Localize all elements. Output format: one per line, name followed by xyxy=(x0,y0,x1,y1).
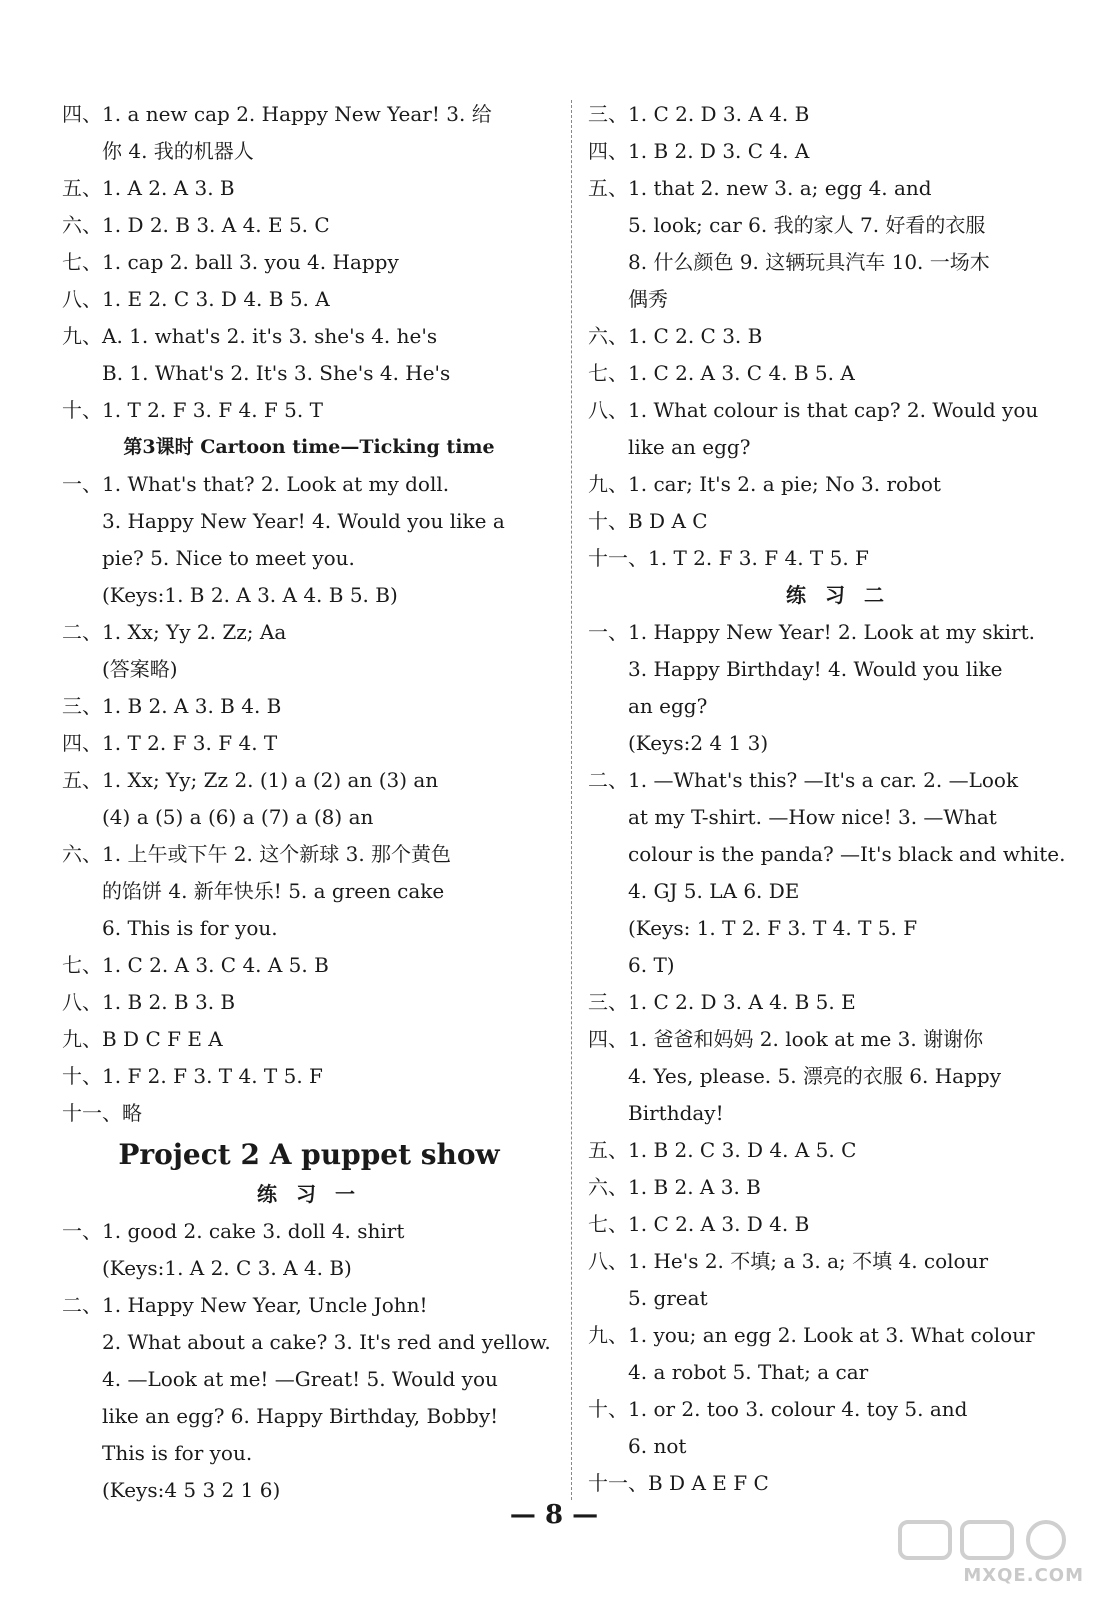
answer-line: 十一、略 xyxy=(62,1101,142,1125)
answer-line: 六、1. 上午或下午 2. 这个新球 3. 那个黄色 xyxy=(62,842,452,866)
answer-line: 十、1. F 2. F 3. T 4. T 5. F xyxy=(62,1064,323,1088)
answer-line: 三、1. C 2. D 3. A 4. B xyxy=(588,102,810,126)
answer-line: like an egg? 6. Happy Birthday, Bobby! xyxy=(102,1404,499,1428)
watermark-text: MXQE.COM xyxy=(963,1565,1084,1586)
answer-line: 五、1. Xx; Yy; Zz 2. (1) a (2) an (3) an xyxy=(62,768,439,792)
answer-line: 你 4. 我的机器人 xyxy=(102,139,254,163)
answer-line: 二、1. Happy New Year, Uncle John! xyxy=(62,1293,428,1317)
column-divider xyxy=(571,100,572,1500)
answer-line: 三、1. C 2. D 3. A 4. B 5. E xyxy=(588,990,856,1014)
answer-line: 8. 什么颜色 9. 这辆玩具汽车 10. 一场木 xyxy=(628,250,990,274)
answer-line: 一、1. What's that? 2. Look at my doll. xyxy=(62,472,450,496)
answer-line: (Keys:1. A 2. C 3. A 4. B) xyxy=(102,1256,352,1280)
answer-line: Birthday! xyxy=(628,1101,724,1125)
answer-line: 四、1. B 2. D 3. C 4. A xyxy=(588,139,810,163)
answer-line: 五、1. A 2. A 3. B xyxy=(62,176,235,200)
section-heading: 练 习 一 xyxy=(257,1182,361,1206)
answer-line: like an egg? xyxy=(628,435,751,459)
answer-line: an egg? xyxy=(628,694,708,718)
answer-line: 六、1. B 2. A 3. B xyxy=(588,1175,761,1199)
answer-line: 3. Happy New Year! 4. Would you like a xyxy=(102,509,505,533)
answer-line: 八、1. E 2. C 3. D 4. B 5. A xyxy=(62,287,330,311)
answer-line: 八、1. He's 2. 不填; a 3. a; 不填 4. colour xyxy=(588,1249,989,1273)
right-column xyxy=(588,96,1088,1502)
answer-line: 四、1. a new cap 2. Happy New Year! 3. 给 xyxy=(62,102,492,126)
answer-line: 一、1. Happy New Year! 2. Look at my skirt. xyxy=(588,620,1036,644)
answer-line: 4. —Look at me! —Great! 5. Would you xyxy=(102,1367,498,1391)
answer-line: 九、1. you; an egg 2. Look at 3. What colour xyxy=(588,1323,1035,1347)
answer-line: 九、A. 1. what's 2. it's 3. she's 4. he's xyxy=(62,324,438,348)
answer-line: 二、1. —What's this? —It's a car. 2. —Look xyxy=(588,768,1019,792)
answer-line: 二、1. Xx; Yy 2. Zz; Aa xyxy=(62,620,287,644)
answer-line: (Keys:1. B 2. A 3. A 4. B 5. B) xyxy=(102,583,398,607)
answer-line: 十一、1. T 2. F 3. F 4. T 5. F xyxy=(588,546,869,570)
answer-line: 七、1. C 2. A 3. C 4. A 5. B xyxy=(62,953,329,977)
answer-line: 七、1. cap 2. ball 3. you 4. Happy xyxy=(62,250,399,274)
answer-line: (Keys:2 4 1 3) xyxy=(628,731,769,755)
answer-line: 十、1. or 2. too 3. colour 4. toy 5. and xyxy=(588,1397,968,1421)
answer-line: 十一、B D A E F C xyxy=(588,1471,769,1495)
answer-line: 4. a robot 5. That; a car xyxy=(628,1360,869,1384)
answer-line: (Keys: 1. T 2. F 3. T 4. T 5. F xyxy=(628,916,918,940)
answer-line: 七、1. C 2. A 3. D 4. B xyxy=(588,1212,810,1236)
answer-line: at my T-shirt. —How nice! 3. —What xyxy=(628,805,997,829)
answer-line: 十、B D A C xyxy=(588,509,708,533)
answer-line: 6. This is for you. xyxy=(102,916,278,940)
answer-line: 的馅饼 4. 新年快乐! 5. a green cake xyxy=(102,879,445,903)
answer-site-logo-icon xyxy=(894,1516,1084,1562)
section-heading: 练 习 二 xyxy=(786,583,890,607)
answer-line: 5. great xyxy=(628,1286,708,1310)
answer-line: 四、1. T 2. F 3. F 4. T xyxy=(62,731,278,755)
answer-line: 八、1. B 2. B 3. B xyxy=(62,990,236,1014)
page-number: — 8 — xyxy=(509,1500,599,1530)
answer-line: 4. Yes, please. 5. 漂亮的衣服 6. Happy xyxy=(628,1064,1001,1088)
answer-line: 六、1. C 2. C 3. B xyxy=(588,324,763,348)
answer-line: 九、1. car; It's 2. a pie; No 3. robot xyxy=(588,472,941,496)
answer-line: 3. Happy Birthday! 4. Would you like xyxy=(628,657,1003,681)
answer-line: 八、1. What colour is that cap? 2. Would you xyxy=(588,398,1039,422)
answer-line: 6. T) xyxy=(628,953,675,977)
answer-line: 五、1. that 2. new 3. a; egg 4. and xyxy=(588,176,932,200)
answer-line: 五、1. B 2. C 3. D 4. A 5. C xyxy=(588,1138,857,1162)
answer-line: 十、1. T 2. F 3. F 4. F 5. T xyxy=(62,398,323,422)
project-heading: Project 2 A puppet show xyxy=(118,1138,500,1171)
answer-line: 2. What about a cake? 3. It's red and yellow. xyxy=(102,1330,551,1354)
watermark xyxy=(890,1516,1090,1586)
answer-line: 4. GJ 5. LA 6. DE xyxy=(628,879,800,903)
answer-line: pie? 5. Nice to meet you. xyxy=(102,546,355,570)
answer-line: (答案略) xyxy=(102,657,178,681)
answer-line: 一、1. good 2. cake 3. doll 4. shirt xyxy=(62,1219,405,1243)
answer-line: 偶秀 xyxy=(628,287,668,311)
answer-line: B. 1. What's 2. It's 3. She's 4. He's xyxy=(102,361,451,385)
answer-line: 三、1. B 2. A 3. B 4. B xyxy=(62,694,282,718)
answer-line: 九、B D C F E A xyxy=(62,1027,223,1051)
answer-line: (Keys:4 5 3 2 1 6) xyxy=(102,1478,281,1502)
left-column xyxy=(62,96,556,1509)
answer-line: (4) a (5) a (6) a (7) a (8) an xyxy=(102,805,374,829)
answer-line: This is for you. xyxy=(102,1441,253,1465)
answer-line: 六、1. D 2. B 3. A 4. E 5. C xyxy=(62,213,330,237)
answer-line: 5. look; car 6. 我的家人 7. 好看的衣服 xyxy=(628,213,986,237)
answer-line: 四、1. 爸爸和妈妈 2. look at me 3. 谢谢你 xyxy=(588,1027,984,1051)
answer-line: 七、1. C 2. A 3. C 4. B 5. A xyxy=(588,361,855,385)
answer-line: 6. not xyxy=(628,1434,687,1458)
answer-line: colour is the panda? —It's black and white. xyxy=(628,842,1066,866)
lesson-heading: 第3课时 Cartoon time—Ticking time xyxy=(123,436,495,458)
